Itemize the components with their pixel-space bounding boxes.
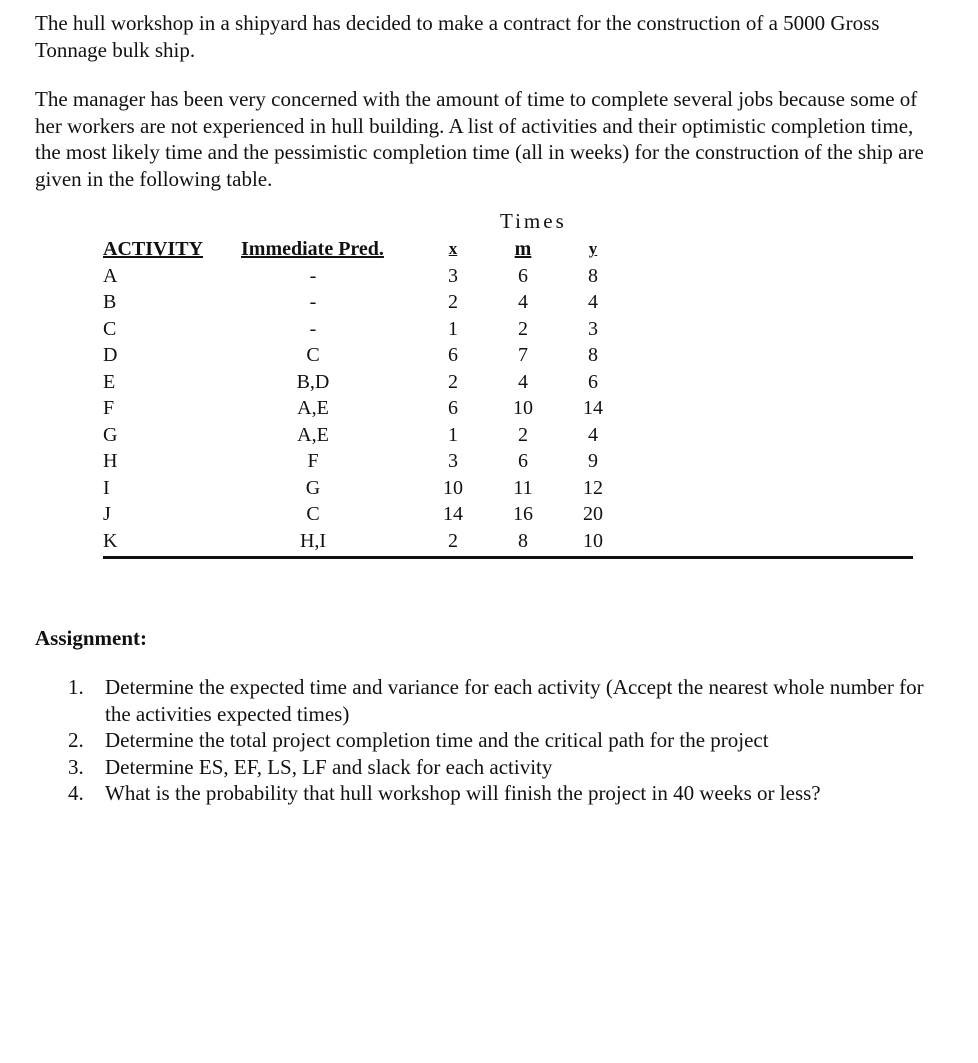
cell-pred: A,E: [297, 397, 329, 419]
cell-x: 2: [448, 529, 458, 552]
cell-activity: C: [103, 317, 117, 340]
table-header-row: [103, 236, 913, 263]
cell-x: 6: [448, 344, 458, 366]
cell-x: 2: [448, 370, 458, 393]
times-header: Times: [500, 209, 567, 233]
assignment-item: [68, 674, 928, 727]
table-row: [103, 342, 913, 369]
cell-x: 10: [443, 476, 463, 499]
header-immediate-pred: Immediate Pred.: [241, 238, 384, 260]
cell-x: 1: [448, 423, 458, 446]
cell-x: 2: [448, 291, 458, 313]
cell-y: 6: [588, 370, 598, 393]
cell-y: 9: [588, 450, 598, 472]
table-row: [103, 501, 913, 528]
cell-activity: K: [103, 529, 118, 552]
table-bottom-rule: [103, 556, 913, 559]
cell-activity: B: [103, 291, 117, 313]
cell-y: 3: [588, 317, 598, 340]
assignment-item: [68, 754, 928, 781]
assignment-item: [68, 780, 928, 807]
cell-x: 3: [448, 450, 458, 472]
cell-m: 6: [518, 450, 528, 472]
cell-y: 14: [583, 397, 603, 419]
cell-pred: C: [306, 344, 320, 366]
table-row: [103, 369, 913, 396]
cell-y: 10: [583, 529, 603, 552]
cell-pred: A,E: [297, 423, 329, 446]
cell-y: 4: [588, 291, 598, 313]
cell-m: 10: [513, 397, 533, 419]
cell-activity: A: [103, 264, 118, 287]
assignment-item-number: 2.: [68, 728, 84, 752]
cell-m: 4: [518, 291, 528, 313]
table-row: [103, 395, 913, 422]
cell-activity: E: [103, 370, 116, 393]
cell-activity: J: [103, 503, 111, 525]
cell-pred: H,I: [299, 529, 327, 552]
cell-x: 6: [448, 397, 458, 419]
table-row: [103, 263, 913, 290]
cell-pred: -: [309, 264, 317, 287]
assignment-item-text: Determine the total project completion time and the critical path for the project: [105, 728, 769, 752]
cell-pred: -: [309, 317, 317, 340]
table-body: [103, 263, 913, 555]
cell-activity: G: [103, 423, 118, 446]
cell-m: 6: [518, 264, 528, 287]
table-row: [103, 448, 913, 475]
cell-x: 1: [448, 317, 458, 340]
assignment-item-text: Determine the expected time and variance for each activity (Accept the nearest whole number for the activities expected times): [105, 675, 924, 726]
cell-activity: I: [103, 476, 110, 499]
assignment-title: Assignment:: [35, 626, 148, 650]
table-row: [103, 316, 913, 343]
cell-m: 7: [518, 344, 528, 366]
header-m: m: [514, 238, 532, 260]
assignment-item-text: Determine ES, EF, LS, LF and slack for each activity: [105, 754, 553, 779]
assignment-item-number: 1.: [68, 675, 84, 699]
cell-m: 2: [518, 317, 528, 340]
assignment-item: [68, 727, 928, 754]
intro-paragraph-1: The hull workshop in a shipyard has decided to make a contract for the construction of a 5000 Gross Tonnage bulk ship.: [35, 11, 880, 62]
cell-activity: D: [103, 344, 118, 366]
cell-x: 14: [443, 503, 463, 525]
cell-m: 16: [513, 503, 533, 525]
table-row: [103, 289, 913, 316]
cell-y: 12: [583, 476, 603, 499]
table-row: [103, 475, 913, 502]
cell-pred: -: [309, 291, 317, 313]
cell-pred: B,D: [296, 370, 330, 393]
cell-activity: H: [103, 450, 118, 472]
cell-y: 8: [588, 264, 598, 287]
cell-x: 3: [448, 264, 458, 287]
header-activity: ACTIVITY: [103, 238, 204, 260]
cell-y: 8: [588, 344, 598, 366]
cell-m: 11: [513, 476, 533, 499]
intro-paragraph-2: The manager has been very concerned with the amount of time to complete several jobs because some of her workers are not experienced in hull building. A list of activities and their optimistic completion time, the most likely time and the pessimistic completion time (all in weeks) for the construction of the ship are given in the following table.: [35, 87, 924, 191]
cell-m: 4: [518, 370, 528, 393]
assignment-list: [68, 674, 928, 807]
cell-y: 4: [588, 423, 598, 446]
cell-pred: C: [306, 503, 320, 525]
table-row: [103, 422, 913, 449]
assignment-item-text: What is the probability that hull workshop will finish the project in 40 weeks or less?: [105, 781, 821, 805]
cell-activity: F: [103, 397, 115, 419]
assignment-item-number: 3.: [68, 754, 84, 779]
cell-m: 8: [518, 529, 528, 552]
header-x: x: [448, 239, 458, 258]
cell-y: 20: [583, 503, 603, 525]
header-y: y: [588, 239, 598, 258]
cell-m: 2: [518, 423, 528, 446]
assignment-item-number: 4.: [68, 781, 84, 805]
cell-pred: G: [305, 476, 321, 499]
cell-pred: F: [307, 450, 319, 472]
table-row: [103, 528, 913, 555]
activity-table: [103, 236, 913, 554]
